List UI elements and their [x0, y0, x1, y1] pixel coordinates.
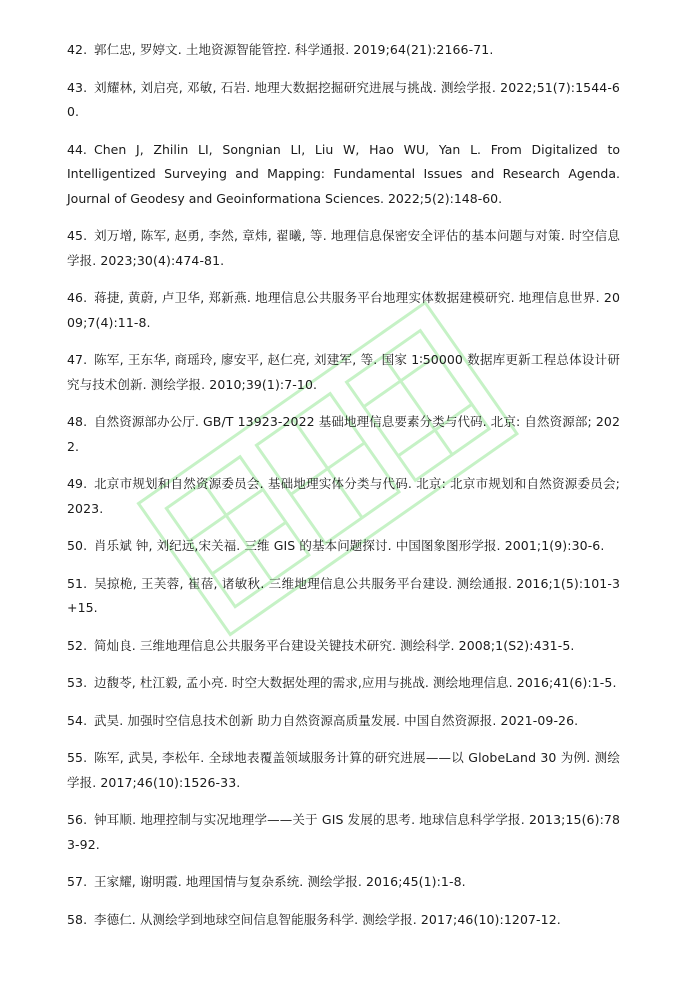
reference-number: 50. [67, 538, 88, 553]
reference-number: 57. [67, 874, 88, 889]
reference-item [67, 410, 620, 459]
reference-text: 吴掠桅, 王芙蓉, 崔蓓, 诸敏秋. 三维地理信息公共服务平台建设. 测绘通报. 2016;1(5):101-3+15. [67, 575, 620, 615]
reference-text: 陈军, 武昊, 李松年. 全球地表覆盖领域服务计算的研究进展——以 GlobeLand 30 为例. 测绘学报. 2017;46(10):1526-33. [67, 750, 620, 790]
reference-number: 44. [67, 141, 87, 157]
reference-text: 边馥苓, 杜江毅, 孟小亮. 时空大数据处理的需求,应用与挑战. 测绘地理信息. 2016;41(6):1-5. [94, 675, 617, 690]
reference-number: 48. [67, 414, 88, 429]
reference-text: 蒋捷, 黄蔚, 卢卫华, 郑新燕. 地理信息公共服务平台地理实体数据建模研究. 地理信息世界. 2009;7(4):11-8. [67, 290, 620, 330]
reference-item [67, 348, 620, 397]
reference-number: 51. [67, 575, 88, 591]
reference-text: 北京市规划和自然资源委员会. 基础地理实体分类与代码. 北京: 北京市规划和自然资源委员会; 2023. [67, 476, 620, 516]
reference-list [67, 38, 620, 945]
reference-item [67, 746, 620, 795]
reference-item [67, 634, 620, 659]
reference-number: 53. [67, 675, 88, 690]
reference-number: 56. [67, 812, 88, 827]
reference-item [67, 534, 620, 559]
reference-number: 43. [67, 79, 88, 95]
reference-number: 52. [67, 637, 88, 653]
reference-text: 刘耀林, 刘启亮, 邓敏, 石岩. 地理大数据挖掘研究进展与挑战. 测绘学报. 2022;51(7):1544-60. [67, 79, 620, 119]
reference-number: 55. [67, 750, 88, 765]
reference-item [67, 76, 620, 125]
reference-number: 47. [67, 352, 88, 367]
reference-text: 王家耀, 谢明霞. 地理国情与复杂系统. 测绘学报. 2016;45(1):1-8. [94, 874, 466, 889]
reference-number: 49. [67, 476, 88, 491]
reference-text: Chen J, Zhilin LI, Songnian LI, Liu W, Hao WU, Yan L. From Digitalized to Intelligentized Surveying and Mapping: Fundamental Issues and Research Agenda. Journal of Geodesy and Geoinformationa Sciences. 2022;5(2):148-60. [67, 141, 620, 206]
reference-item [67, 671, 620, 696]
reference-number: 46. [67, 290, 88, 305]
reference-text: 自然资源部办公厅. GB/T 13923-2022 基础地理信息要素分类与代码. 北京: 自然资源部; 2022. [67, 414, 620, 454]
reference-number: 58. [67, 911, 88, 927]
reference-item [67, 138, 620, 212]
reference-text: 肖乐斌 钟, 刘纪远,宋关福. 三维 GIS 的基本问题探讨. 中国图象图形学报. 2001;1(9):30-6. [94, 538, 605, 553]
reference-text: 钟耳顺. 地理控制与实况地理学——关于 GIS 发展的思考. 地球信息科学学报. 2013;15(6):783-92. [67, 812, 620, 852]
reference-item [67, 572, 620, 621]
reference-number: 54. [67, 712, 88, 728]
reference-number: 45. [67, 228, 88, 243]
reference-text: 简灿良. 三维地理信息公共服务平台建设关键技术研究. 测绘科学. 2008;1(S2):431-5. [94, 637, 575, 653]
reference-text: 刘万增, 陈军, 赵勇, 李然, 章炜, 翟曦, 等. 地理信息保密安全评估的基本问题与对策. 时空信息学报. 2023;30(4):474-81. [67, 228, 620, 268]
reference-item [67, 808, 620, 857]
reference-item [67, 286, 620, 335]
reference-item [67, 870, 620, 895]
reference-text: 李德仁. 从测绘学到地球空间信息智能服务科学. 测绘学报. 2017;46(10):1207-12. [94, 911, 561, 927]
reference-text: 武昊. 加强时空信息技术创新 助力自然资源高质量发展. 中国自然资源报. 2021-09-26. [94, 712, 579, 728]
reference-item [67, 224, 620, 273]
reference-item [67, 472, 620, 521]
reference-text: 陈军, 王东华, 商瑶玲, 廖安平, 赵仁亮, 刘建军, 等. 国家 1∶50000 数据库更新工程总体设计研究与技术创新. 测绘学报. 2010;39(1):7-10. [67, 352, 620, 392]
reference-text: 郭仁忠, 罗婷文. 土地资源智能管控. 科学通报. 2019;64(21):2166-71. [94, 42, 494, 57]
reference-item [67, 709, 620, 734]
reference-number: 42. [67, 42, 88, 57]
reference-item [67, 38, 620, 63]
reference-item [67, 908, 620, 933]
